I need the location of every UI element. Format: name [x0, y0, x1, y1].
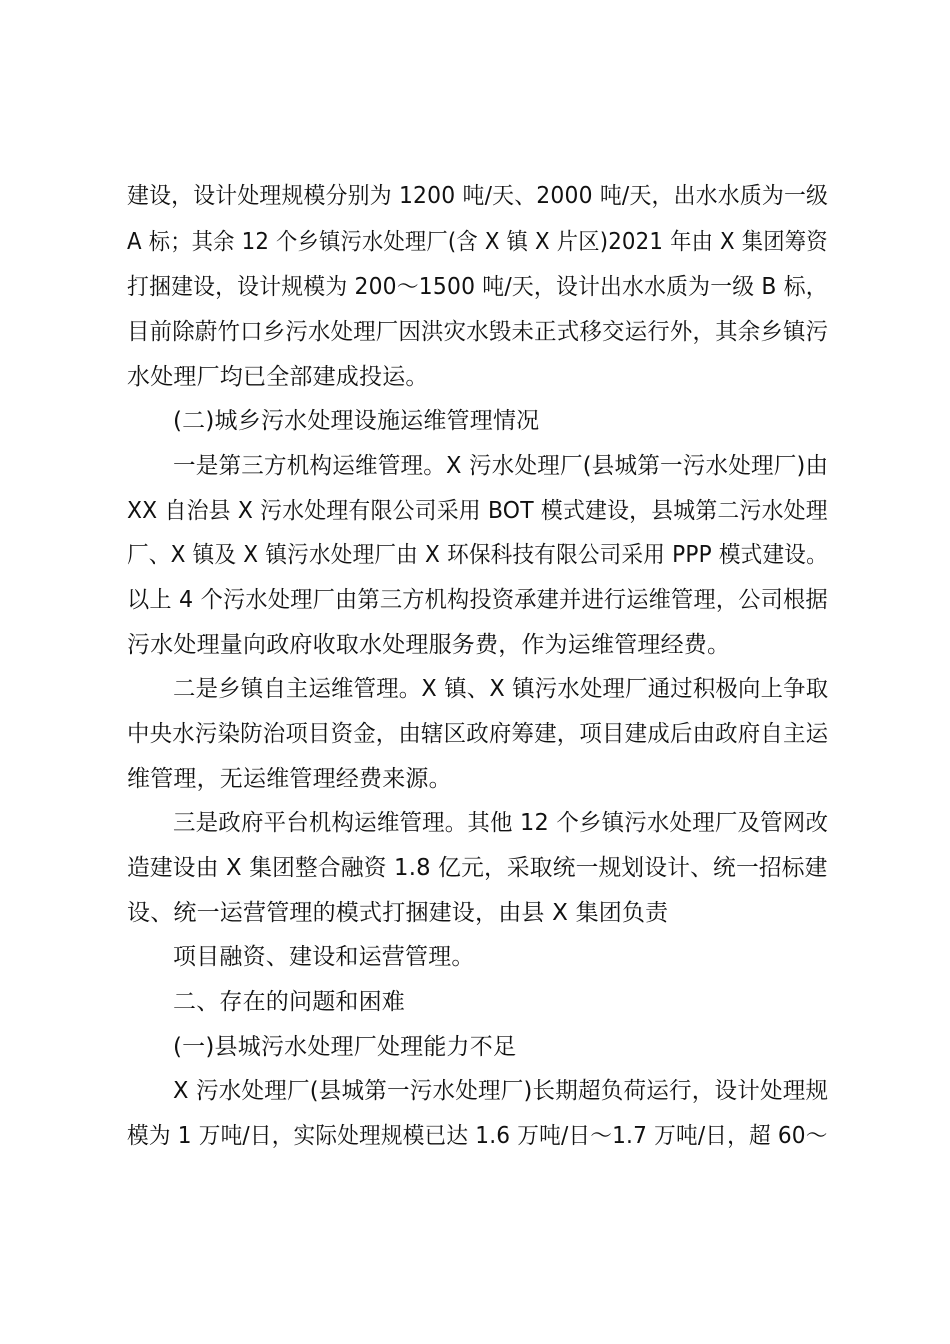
text-line: 中央水污染防治项目资金，由辖区政府筹建，项目建成后由政府自主运	[127, 721, 829, 747]
section-heading: 二、存在的问题和困难	[173, 989, 405, 1015]
text-line: 水处理厂均已全部建成投运。	[127, 364, 429, 390]
text-line: 项目融资、建设和运营管理。	[173, 944, 475, 970]
text-line: 设、统一运营管理的模式打捆建设，由县 X 集团负责	[127, 900, 669, 926]
text-line: 打捆建设，设计规模为 200～1500 吨/天，设计出水水质为一级 B 标，	[127, 274, 828, 300]
text-line: 模为 1 万吨/日，实际处理规模已达 1.6 万吨/日～1.7 万吨/日，超 60～	[127, 1123, 828, 1149]
section-heading: (二)城乡污水处理设施运维管理情况	[173, 408, 540, 434]
section-heading: (一)县城污水处理厂处理能力不足	[173, 1034, 517, 1060]
text-line: 一是第三方机构运维管理。X 污水处理厂(县城第一污水处理厂)由	[173, 453, 829, 479]
text-line: X 污水处理厂(县城第一污水处理厂)长期超负荷运行，设计处理规	[173, 1078, 829, 1104]
text-line: 建设，设计处理规模分别为 1200 吨/天、2000 吨/天，出水水质为一级	[127, 183, 829, 209]
text-line: 目前除蔚竹口乡污水处理厂因洪灾水毁未正式移交运行外，其余乡镇污	[127, 319, 829, 345]
text-line: 厂、X 镇及 X 镇污水处理厂由 X 环保科技有限公司采用 PPP 模式建设。	[127, 542, 828, 568]
text-line: XX 自治县 X 污水处理有限公司采用 BOT 模式建设，县城第二污水处理	[127, 498, 828, 524]
text-line: 以上 4 个污水处理厂由第三方机构投资承建并进行运维管理，公司根据	[127, 587, 828, 613]
text-line: A 标；其余 12 个乡镇污水处理厂(含 X 镇 X 片区)2021 年由 X 集团筹资	[127, 229, 828, 255]
text-line: 造建设由 X 集团整合融资 1.8 亿元，采取统一规划设计、统一招标建	[127, 855, 828, 881]
text-line: 污水处理量向政府收取水处理服务费，作为运维管理经费。	[127, 632, 731, 658]
text-line: 二是乡镇自主运维管理。X 镇、X 镇污水处理厂通过积极向上争取	[173, 676, 829, 702]
text-line: 三是政府平台机构运维管理。其他 12 个乡镇污水处理厂及管网改	[173, 810, 829, 836]
text-line: 维管理，无运维管理经费来源。	[127, 766, 452, 792]
